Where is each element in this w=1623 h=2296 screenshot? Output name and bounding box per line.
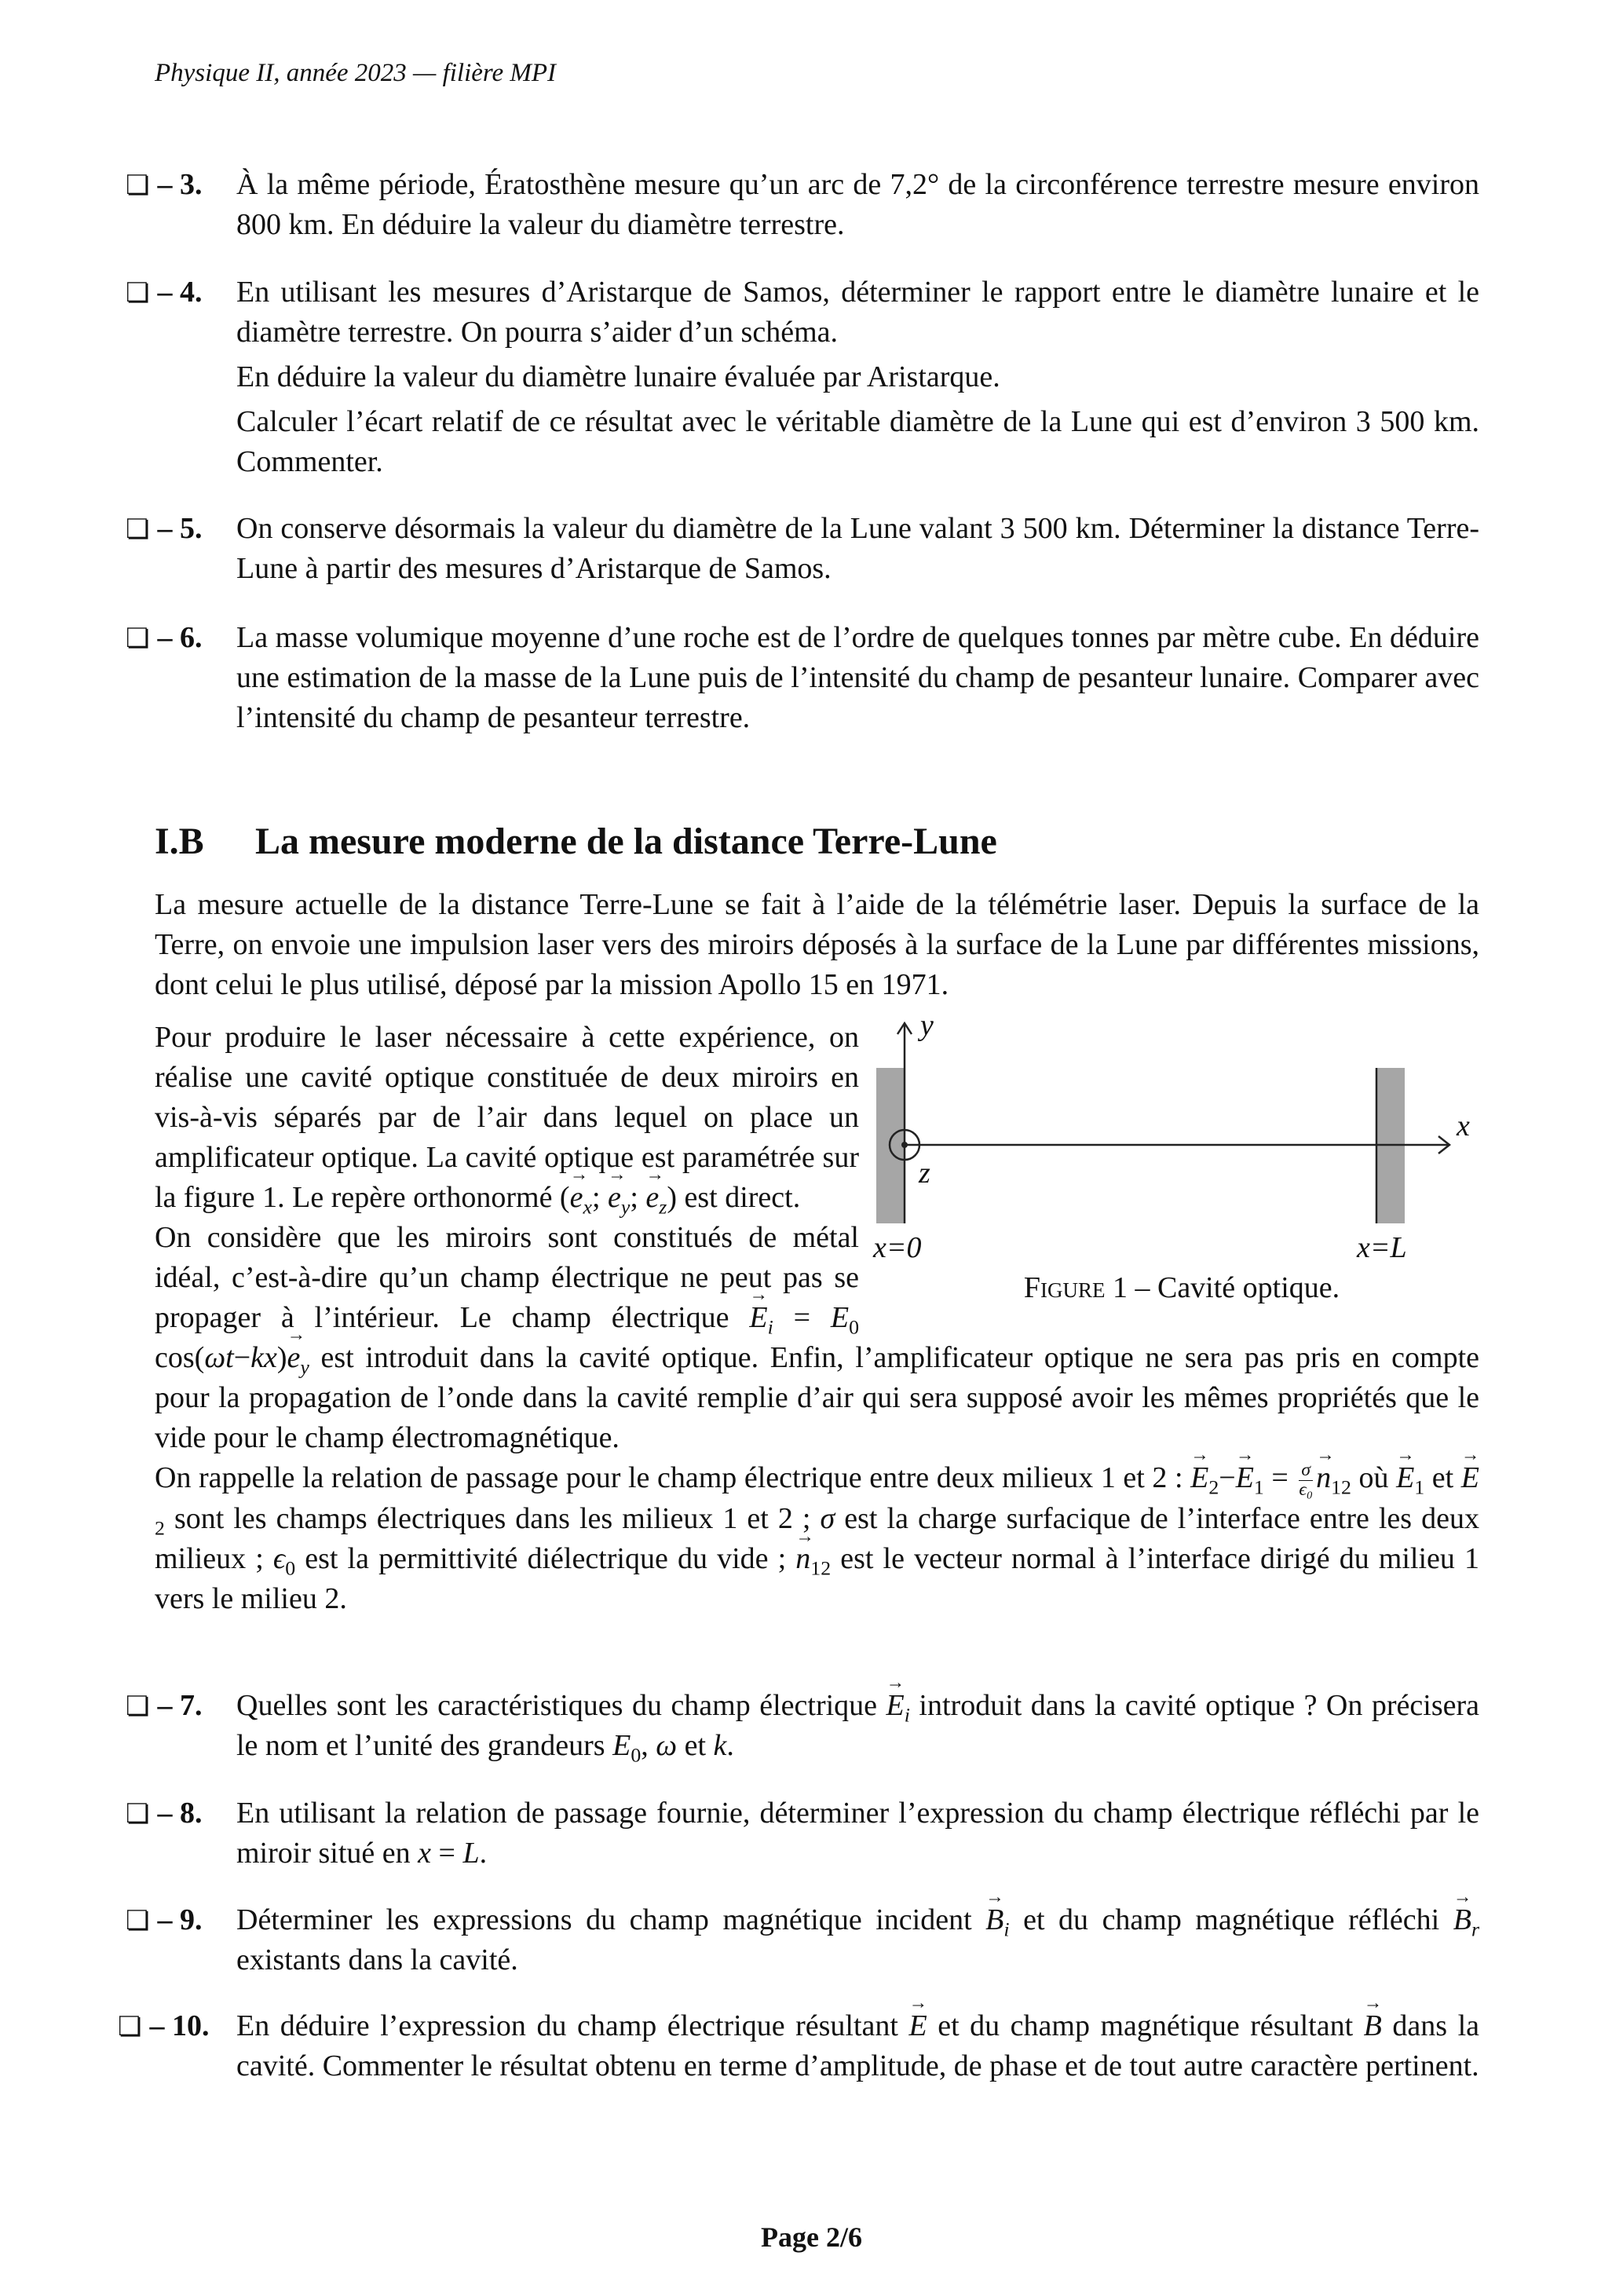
question-text	[236, 1900, 1479, 1980]
vector-symbol: → E	[908, 2006, 927, 2046]
vector-symbol: → B	[1453, 1900, 1471, 1940]
text-run: En déduire l’expression du champ électrique résultant	[236, 2009, 909, 2042]
fraction-denominator: ϵ₀	[1299, 1479, 1314, 1500]
paragraph	[236, 618, 1479, 738]
symbol: ω	[656, 1729, 678, 1762]
label-x-0: x=0	[873, 1231, 922, 1264]
text-run: où	[1351, 1461, 1397, 1494]
math-symbol	[418, 1837, 431, 1870]
math-symbol	[1316, 1461, 1351, 1499]
figure-caption	[981, 1268, 1382, 1308]
math-symbol	[1453, 1903, 1479, 1941]
math-symbol	[250, 1341, 277, 1374]
text-run: ;	[630, 1181, 646, 1214]
subscript: 2	[1208, 1475, 1219, 1499]
section-number: I.B	[155, 821, 204, 862]
label-y: y	[920, 1009, 934, 1042]
paragraph	[236, 1686, 1479, 1766]
text-run: est le vecteur normal à l’interface dirigé du milieu 1 vers le milieu 2.	[155, 1542, 1480, 1616]
vector-symbol: → e	[645, 1178, 659, 1218]
checkbox-icon[interactable]: ❏	[126, 1907, 150, 1936]
label-x: x	[1457, 1110, 1470, 1143]
text-run: On rappelle la relation de passage pour le champ électrique entre deux milieux 1 et 2 :	[155, 1461, 1191, 1494]
subscript: i	[767, 1315, 773, 1339]
math-symbol	[645, 1181, 667, 1219]
question-label	[118, 2006, 209, 2047]
text-run: .	[479, 1837, 488, 1870]
text-run: Calculer l’écart relatif de ce résultat avec le véritable diamètre de la Lune qui est d’environ 3 500 km. Commenter.	[236, 405, 1479, 478]
question-text	[236, 1793, 1479, 1874]
question-label	[126, 1900, 202, 1941]
text-run: On conserve désormais la valeur du diamètre de la Lune valant 3 500 km. Déterminer la distance Terre-Lune à partir des mesures d’Aristarque de Samos.	[236, 512, 1479, 585]
paragraph	[236, 509, 1479, 589]
text-run: existants dans la cavité.	[236, 1943, 518, 1976]
math-symbol	[1396, 1461, 1425, 1499]
paragraph	[155, 1458, 1479, 1619]
text-run: est la permittivité diélectrique du vide ;	[295, 1542, 796, 1576]
paragraph	[236, 402, 1479, 482]
subscript: 12	[810, 1556, 832, 1580]
vector-symbol: → e	[608, 1178, 621, 1218]
vector-symbol: → B	[1364, 2006, 1382, 2046]
text-run: et	[677, 1729, 714, 1762]
text-run: et	[1424, 1461, 1461, 1494]
vector-symbol: → E	[886, 1686, 905, 1726]
text-run: et du champ magnétique résultant	[927, 2009, 1364, 2042]
math-symbol	[820, 1502, 835, 1535]
question-text	[236, 618, 1479, 738]
symbol: L	[462, 1837, 480, 1870]
question-item	[118, 272, 1479, 487]
symbol: x	[418, 1837, 431, 1870]
symbol: k	[713, 1729, 727, 1762]
text-run: =	[1263, 1461, 1296, 1494]
subscript: 1	[1414, 1475, 1425, 1499]
symbol: E	[830, 1301, 850, 1334]
vector-symbol: → n	[1316, 1458, 1331, 1498]
math-symbol	[656, 1729, 677, 1762]
text-run: −	[233, 1341, 251, 1374]
subscript: y	[300, 1355, 309, 1379]
text-run: =	[431, 1837, 463, 1870]
paragraph	[155, 885, 1479, 1005]
vector-symbol: → E	[1396, 1458, 1414, 1498]
math-symbol	[462, 1837, 479, 1870]
subscript: r	[1471, 1918, 1479, 1941]
vector-symbol: → E	[749, 1298, 767, 1338]
subscript: 0	[285, 1556, 296, 1580]
paragraph	[236, 272, 1479, 353]
subscript: x	[583, 1195, 592, 1219]
subscript: 1	[1253, 1475, 1264, 1499]
text-run: est introduit dans la cavité optique. Enfin, l’amplificateur optique ne sera pas pris en compte pour la propagation de l’onde dans la cavité remplie d’air qui sera supposé avoir les mêmes propriétés que le vide pour le champ électromagnétique.	[155, 1341, 1479, 1454]
paragraph	[236, 1900, 1479, 1980]
vector-symbol: → n	[795, 1539, 810, 1579]
question-number: – 7.	[157, 1689, 203, 1722]
text-run: dans la cavité. Commenter le résultat obtenu en terme d’amplitude, de phase et de tout autre caractère pertinent.	[236, 2009, 1479, 2082]
question-item	[118, 618, 1479, 743]
figure-optical-cavity	[864, 1009, 1492, 1307]
label-z: z	[919, 1157, 930, 1190]
subscript: i	[904, 1703, 910, 1727]
checkbox-icon[interactable]: ❏	[126, 624, 150, 653]
subscript: 0	[849, 1315, 859, 1339]
question-label	[126, 1686, 202, 1727]
fraction-numerator: σ	[1299, 1461, 1313, 1481]
math-symbol	[714, 1729, 727, 1762]
math-symbol	[908, 2009, 927, 2042]
paragraph	[236, 357, 1479, 397]
question-text	[236, 1686, 1479, 1766]
question-label	[126, 272, 202, 313]
text-run: On considère que les miroirs sont constitués de métal idéal, c’est-à-dire qu’un champ électrique ne peut pas se propager à l’intérieur. Le champ électrique	[155, 1221, 859, 1334]
math-symbol	[272, 1542, 296, 1580]
label-x-L: x=L	[1357, 1231, 1407, 1264]
text-run: En déduire la valeur du diamètre lunaire évaluée par Aristarque.	[236, 360, 1000, 393]
symbol: ωt	[204, 1341, 234, 1374]
text-run: cos(	[155, 1341, 205, 1374]
question-item	[118, 509, 1479, 594]
page-number: Page 2/6	[761, 2221, 862, 2253]
symbol: E	[612, 1729, 631, 1762]
text-run: )	[276, 1341, 287, 1374]
question-item	[118, 1900, 1479, 1985]
page-header: Physique II, année 2023 — filière MPI	[155, 59, 557, 87]
caption-label: Figure 1	[1023, 1271, 1128, 1304]
question-label	[126, 618, 202, 659]
checkbox-icon[interactable]: ❏	[126, 1692, 150, 1721]
fraction	[1299, 1461, 1313, 1499]
math-symbol	[1364, 2009, 1382, 2042]
question-number: – 9.	[157, 1903, 203, 1936]
text-run: sont les champs électriques dans les milieux 1 et 2 ;	[164, 1502, 821, 1536]
symbol: ϵ	[272, 1542, 286, 1576]
checkbox-icon[interactable]: ❏	[126, 279, 150, 308]
math-symbol	[749, 1301, 773, 1339]
symbol: kx	[250, 1341, 277, 1374]
caption-text: – Cavité optique.	[1127, 1271, 1340, 1304]
question-number: – 5.	[157, 512, 203, 545]
checkbox-icon[interactable]: ❏	[126, 1800, 150, 1829]
symbol: σ	[820, 1502, 835, 1536]
math-symbol	[569, 1181, 592, 1219]
subscript: y	[620, 1195, 631, 1219]
question-item	[118, 1793, 1479, 1878]
paragraph	[236, 1793, 1479, 1874]
text-run: .	[726, 1729, 734, 1762]
text-run: ,	[641, 1729, 656, 1762]
question-label	[126, 509, 202, 550]
question-number: – 4.	[157, 276, 203, 309]
text-run: En utilisant les mesures d’Aristarque de Samos, déterminer le rapport entre le diamètre lunaire et le diamètre terrestre. On pourra s’aider d’un schéma.	[236, 276, 1479, 349]
subscript: 12	[1331, 1475, 1351, 1499]
question-label	[126, 165, 202, 206]
text-run: est la charge surfacique de l’interface entre les deux milieux ;	[155, 1502, 1479, 1576]
math-symbol	[287, 1341, 309, 1379]
math-symbol	[204, 1341, 233, 1374]
question-text	[236, 2006, 1479, 2086]
subscript: 2	[155, 1516, 165, 1540]
math-symbol	[795, 1542, 832, 1580]
math-symbol	[1190, 1461, 1219, 1499]
subscript: i	[1003, 1918, 1010, 1941]
subscript: z	[659, 1195, 667, 1219]
text-run: Pour produire le laser nécessaire à cette expérience, on réalise une cavité optique constituée de deux miroirs en vis-à-vis séparés par de l’air dans lequel on place un amplificateur optique. La cavité optique est paramétrée sur la figure 1. Le repère orthonormé (	[155, 1021, 859, 1214]
math-symbol	[830, 1301, 859, 1339]
question-number: – 3.	[157, 168, 203, 201]
question-text	[236, 165, 1479, 245]
question-text	[236, 272, 1479, 482]
paragraph	[236, 165, 1479, 245]
paragraph	[236, 2006, 1479, 2086]
checkbox-icon[interactable]: ❏	[118, 2013, 142, 2042]
question-number: – 8.	[157, 1797, 203, 1830]
text-run: ) est direct.	[667, 1181, 801, 1214]
question-item	[118, 165, 1479, 250]
math-symbol	[608, 1181, 631, 1219]
text-run: La mesure actuelle de la distance Terre-Lune se fait à l’aide de la télémétrie laser. Depuis la surface de la Terre, on envoie une impulsion laser vers des miroirs déposés à la surface de la Lune par différentes missions, dont celui le plus utilisé, déposé par la mission Apollo 15 en 1971.	[155, 888, 1479, 1001]
checkbox-icon[interactable]: ❏	[126, 171, 150, 200]
section-title: La mesure moderne de la distance Terre-Lune	[255, 821, 997, 862]
math-symbol	[612, 1729, 642, 1767]
text-run: En utilisant la relation de passage fournie, déterminer l’expression du champ électrique réfléchi par le miroir situé en	[236, 1797, 1479, 1870]
question-number: – 6.	[157, 621, 203, 654]
text-run: ;	[591, 1181, 608, 1214]
vector-symbol: → e	[287, 1338, 301, 1378]
vector-symbol: → e	[570, 1178, 583, 1218]
section-heading	[155, 818, 997, 865]
question-item	[118, 1686, 1479, 1771]
text-run: La masse volumique moyenne d’une roche est de l’ordre de quelques tonnes par mètre cube. En déduire une estimation de la masse de la Lune puis de l’intensité du champ de pesanteur lunaire. Comparer avec l’intensité du champ de pesanteur terrestre.	[236, 621, 1479, 734]
text-run: À la même période, Ératosthène mesure qu’un arc de 7,2° de la circonférence terrestre mesure environ 800 km. En déduire la valeur du diamètre terrestre.	[236, 168, 1479, 241]
vector-symbol: → E	[1190, 1458, 1208, 1498]
question-label	[126, 1793, 202, 1834]
math-symbol	[985, 1903, 1010, 1941]
question-item	[118, 2006, 1479, 2091]
text-run: et du champ magnétique réfléchi	[1009, 1903, 1453, 1936]
subscript: 0	[631, 1743, 642, 1767]
math-symbol	[1235, 1461, 1264, 1499]
math-symbol	[886, 1689, 910, 1727]
text-run: =	[773, 1301, 831, 1334]
text-run: Quelles sont les caractéristiques du champ électrique	[236, 1689, 886, 1722]
vector-symbol: → E	[1236, 1458, 1254, 1498]
text-run: introduit dans la cavité optique ? On précisera le nom et l’unité des grandeurs	[236, 1689, 1479, 1762]
text-run: Déterminer les expressions du champ magnétique incident	[236, 1903, 986, 1936]
checkbox-icon[interactable]: ❏	[126, 515, 150, 544]
question-text	[236, 509, 1479, 589]
vector-symbol: → E	[1461, 1458, 1479, 1498]
question-number: – 10.	[149, 2009, 210, 2042]
text-run: −	[1219, 1461, 1236, 1494]
z-axis-dot	[901, 1142, 908, 1148]
vector-symbol: → B	[985, 1900, 1003, 1940]
intro-paragraph	[155, 885, 1479, 1005]
